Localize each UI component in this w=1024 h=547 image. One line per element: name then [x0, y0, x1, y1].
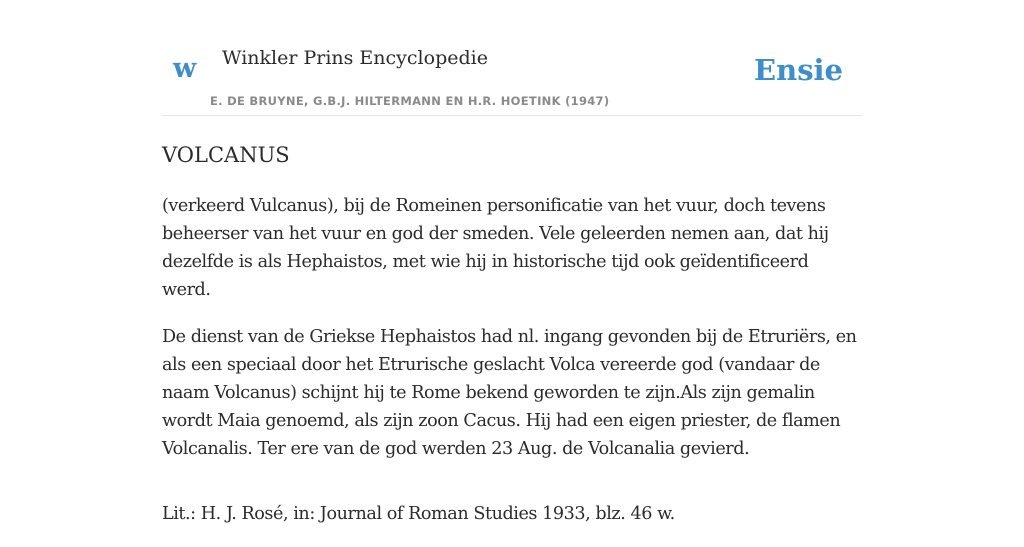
ensie-logo[interactable]: Ensie — [754, 53, 843, 87]
encyclopedia-page — [162, 0, 862, 524]
page-title: VOLCANUS — [162, 143, 290, 167]
publication-authors: E. DE BRUYNE, G.B.J. HILTERMANN EN H.R. HOETINK (1947) — [210, 94, 610, 108]
winkler-prins-logo[interactable]: w — [173, 53, 197, 84]
entry-body — [162, 192, 862, 547]
publication-title[interactable]: Winkler Prins Encyclopedie — [222, 47, 488, 69]
literature-reference: Lit.: H. J. Rosé, in: Journal of Roman Studies 1933, blz. 46 w. — [162, 504, 675, 524]
page-header — [162, 0, 862, 116]
entry-paragraph: De dienst van de Griekse Hephaistos had nl. ingang gevonden bij de Etruriërs, en als een speciaal door het Etrurische geslacht Volca vereerde god (vandaar de naam Volcanus) schijnt hij te Rome bekend geworden te zijn.Als zijn gemalin wordt Maia genoemd, als zijn zoon Cacus. Hij had een eigen priester, de flamen Volcanalis. Ter ere van de god werden 23 Aug. de Volcanalia gevierd. — [162, 327, 857, 459]
entry-paragraph: (verkeerd Vulcanus), bij de Romeinen personificatie van het vuur, doch tevens beheerser van het vuur en god der smeden. Vele geleerden nemen aan, dat hij dezelfde is als Hephaistos, met wie hij in historische tijd ook geïdentificeerd werd. — [162, 196, 829, 300]
